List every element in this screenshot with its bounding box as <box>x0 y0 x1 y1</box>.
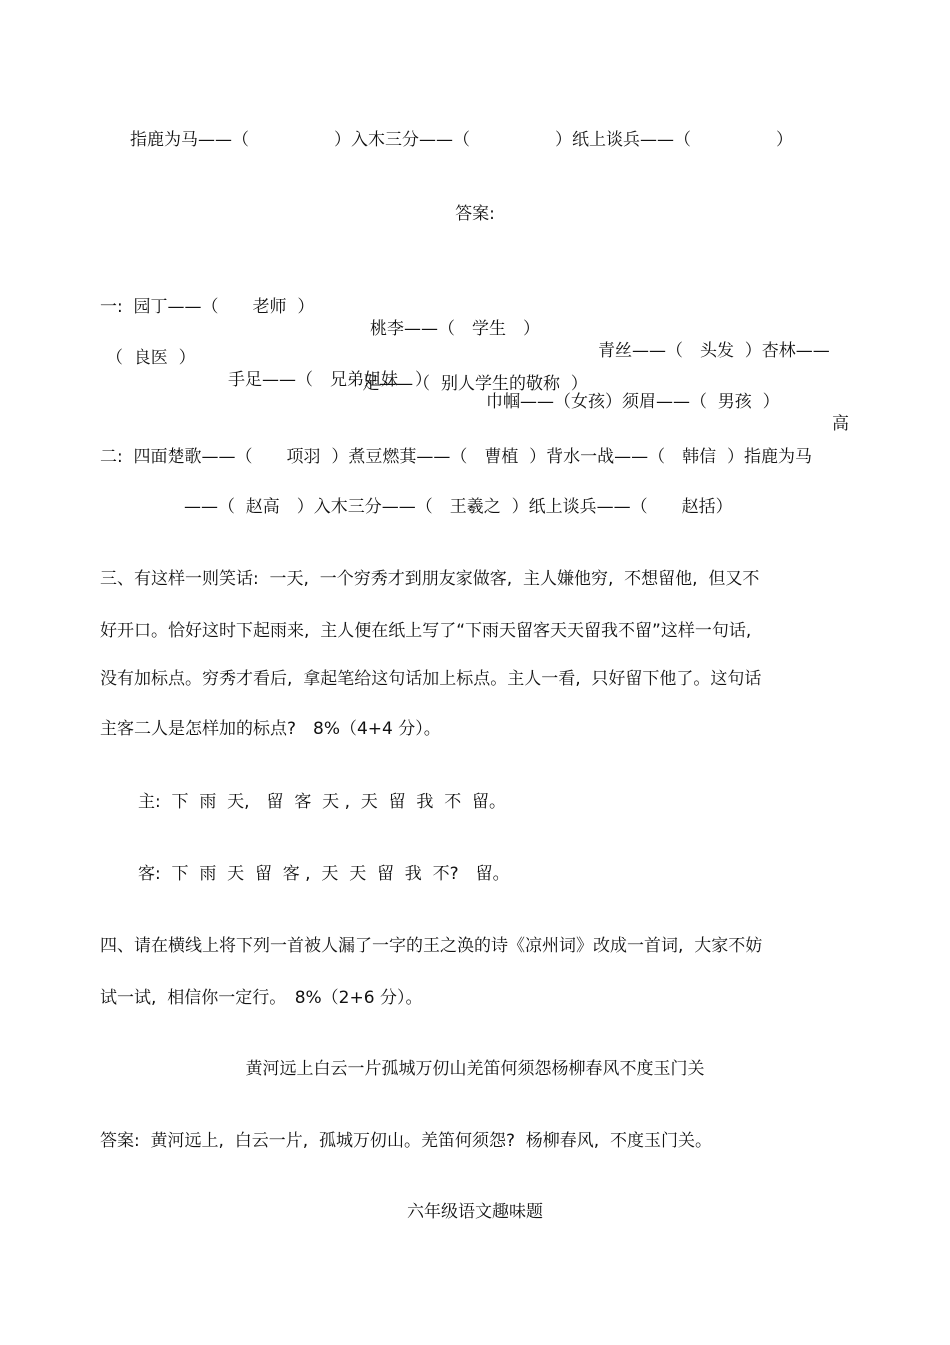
answer-one-segment: 一: 园丁——（ 老师 ） <box>100 297 315 317</box>
poem-line: 黄河远上白云一片孤城万仞山羌笛何须怨杨柳春风不度玉门关 <box>245 1059 705 1079</box>
answer-one-segment: 巾帼——（女孩）须眉——（ 男孩 ） <box>486 392 780 412</box>
question-four-line-1: 四、请在横线上将下列一首被人漏了一字的王之涣的诗《凉州词》改成一首词, 大家不妨 <box>100 936 763 956</box>
answer-two-line-2: ——（ 赵高 ）入木三分——（ 王羲之 ）纸上谈兵——（ 赵括） <box>184 497 733 517</box>
answer-two-line-1: 二: 四面楚歌——（ 项羽 ）煮豆燃萁——（ 曹植 ）背水一战——（ 韩信 ）指鹿为马 <box>100 447 812 467</box>
answer-one-segment: 桃李——（ 学生 ） <box>370 319 540 339</box>
footer-title: 六年级语文趣味题 <box>407 1202 543 1222</box>
question-line-idioms: 指鹿为马——（ ）入木三分——（ ）纸上谈兵——（ ） <box>130 130 793 150</box>
question-three-line-4: 主客二人是怎样加的标点? 8%（4+4 分）。 <box>100 719 441 739</box>
answer-one-segment: 高 <box>832 414 849 434</box>
answer-one-segment: 手足——（ 兄弟姐妹 ） <box>228 370 432 390</box>
guest-punctuation: 客: 下 雨 天 留 客 , 天 天 留 我 不? 留。 <box>138 864 510 884</box>
answer-one-segment: 青丝——（ 头发 ）杏林—— <box>598 341 830 361</box>
answer-heading: 答案: <box>455 204 495 224</box>
answer-four: 答案: 黄河远上, 白云一片, 孤城万仞山。羌笛何须怨? 杨柳春风, 不度玉门关。 <box>100 1131 712 1151</box>
question-four-line-2: 试一试, 相信你一定行。 8%（2+6 分）。 <box>100 988 423 1008</box>
host-punctuation: 主: 下 雨 天, 留 客 天 , 天 留 我 不 留。 <box>138 792 507 812</box>
question-three-line-3: 没有加标点。穷秀才看后, 拿起笔给这句话加上标点。主人一看, 只好留下他了。这句话 <box>100 669 762 689</box>
question-three-line-1: 三、有这样一则笑话: 一天, 一个穷秀才到朋友家做客, 主人嫌他穷, 不想留他, 但又不 <box>100 569 760 589</box>
answer-one-line-3: 足——（ 别人学生的敬称 ） <box>362 374 588 394</box>
question-three-line-2: 好开口。恰好这时下起雨来, 主人便在纸上写了“下雨天留客天天留我不留”这样一句话, <box>100 621 752 641</box>
answer-one-segment: （ 良医 ） <box>106 348 196 368</box>
